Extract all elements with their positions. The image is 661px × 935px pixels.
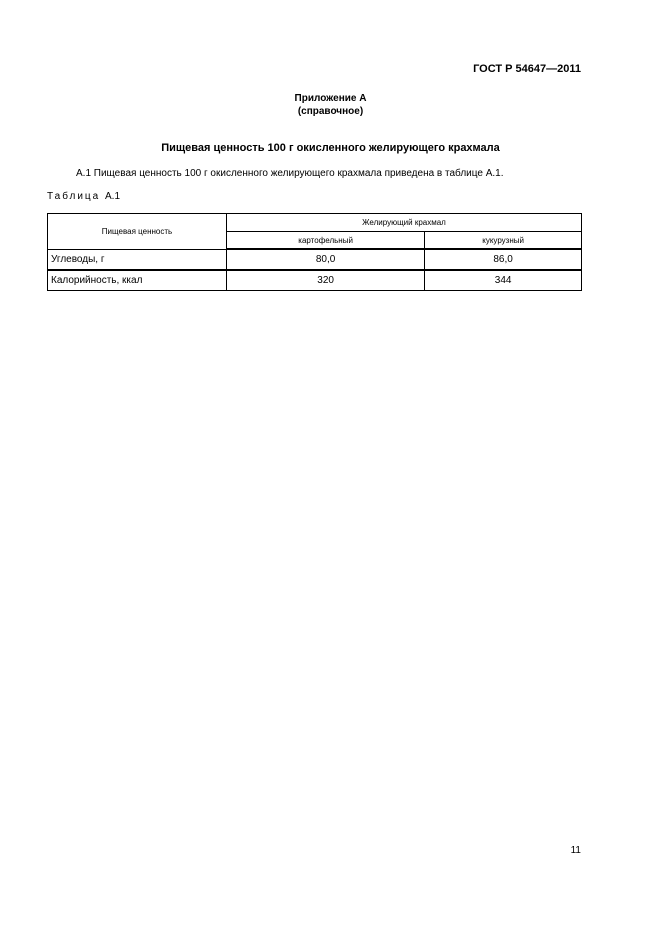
column-header-corn: кукурузный (425, 232, 582, 250)
table-row (48, 270, 582, 291)
row-header-cell: Пищевая ценность (48, 214, 227, 250)
appendix-title: Приложение А (294, 93, 367, 104)
table-cell: 344 (425, 270, 582, 291)
page-number: 11 (570, 845, 581, 856)
table-cell: 320 (227, 270, 425, 291)
row-label: Калорийность, ккал (48, 270, 227, 291)
table-row (48, 249, 582, 270)
row-label: Углеводы, г (48, 249, 227, 270)
table-header-row (48, 214, 582, 232)
nutrition-table (47, 213, 582, 291)
table-cell: 86,0 (425, 249, 582, 270)
table-caption-word: Таблица (47, 191, 101, 202)
column-header-potato: картофельный (227, 232, 425, 250)
section-paragraph: А.1 Пищевая ценность 100 г окисленного желирующего крахмала приведена в таблице А.1. (76, 168, 504, 179)
table-caption-number: А.1 (105, 191, 121, 202)
section-heading: Пищевая ценность 100 г окисленного желирующего крахмала (161, 142, 500, 154)
appendix-title-block (0, 92, 661, 118)
document-code: ГОСТ Р 54647—2011 (473, 63, 581, 75)
appendix-subtitle: (справочное) (297, 106, 364, 117)
group-header-cell: Желирующий крахмал (227, 214, 582, 232)
table-cell: 80,0 (227, 249, 425, 270)
table-caption (47, 191, 120, 202)
